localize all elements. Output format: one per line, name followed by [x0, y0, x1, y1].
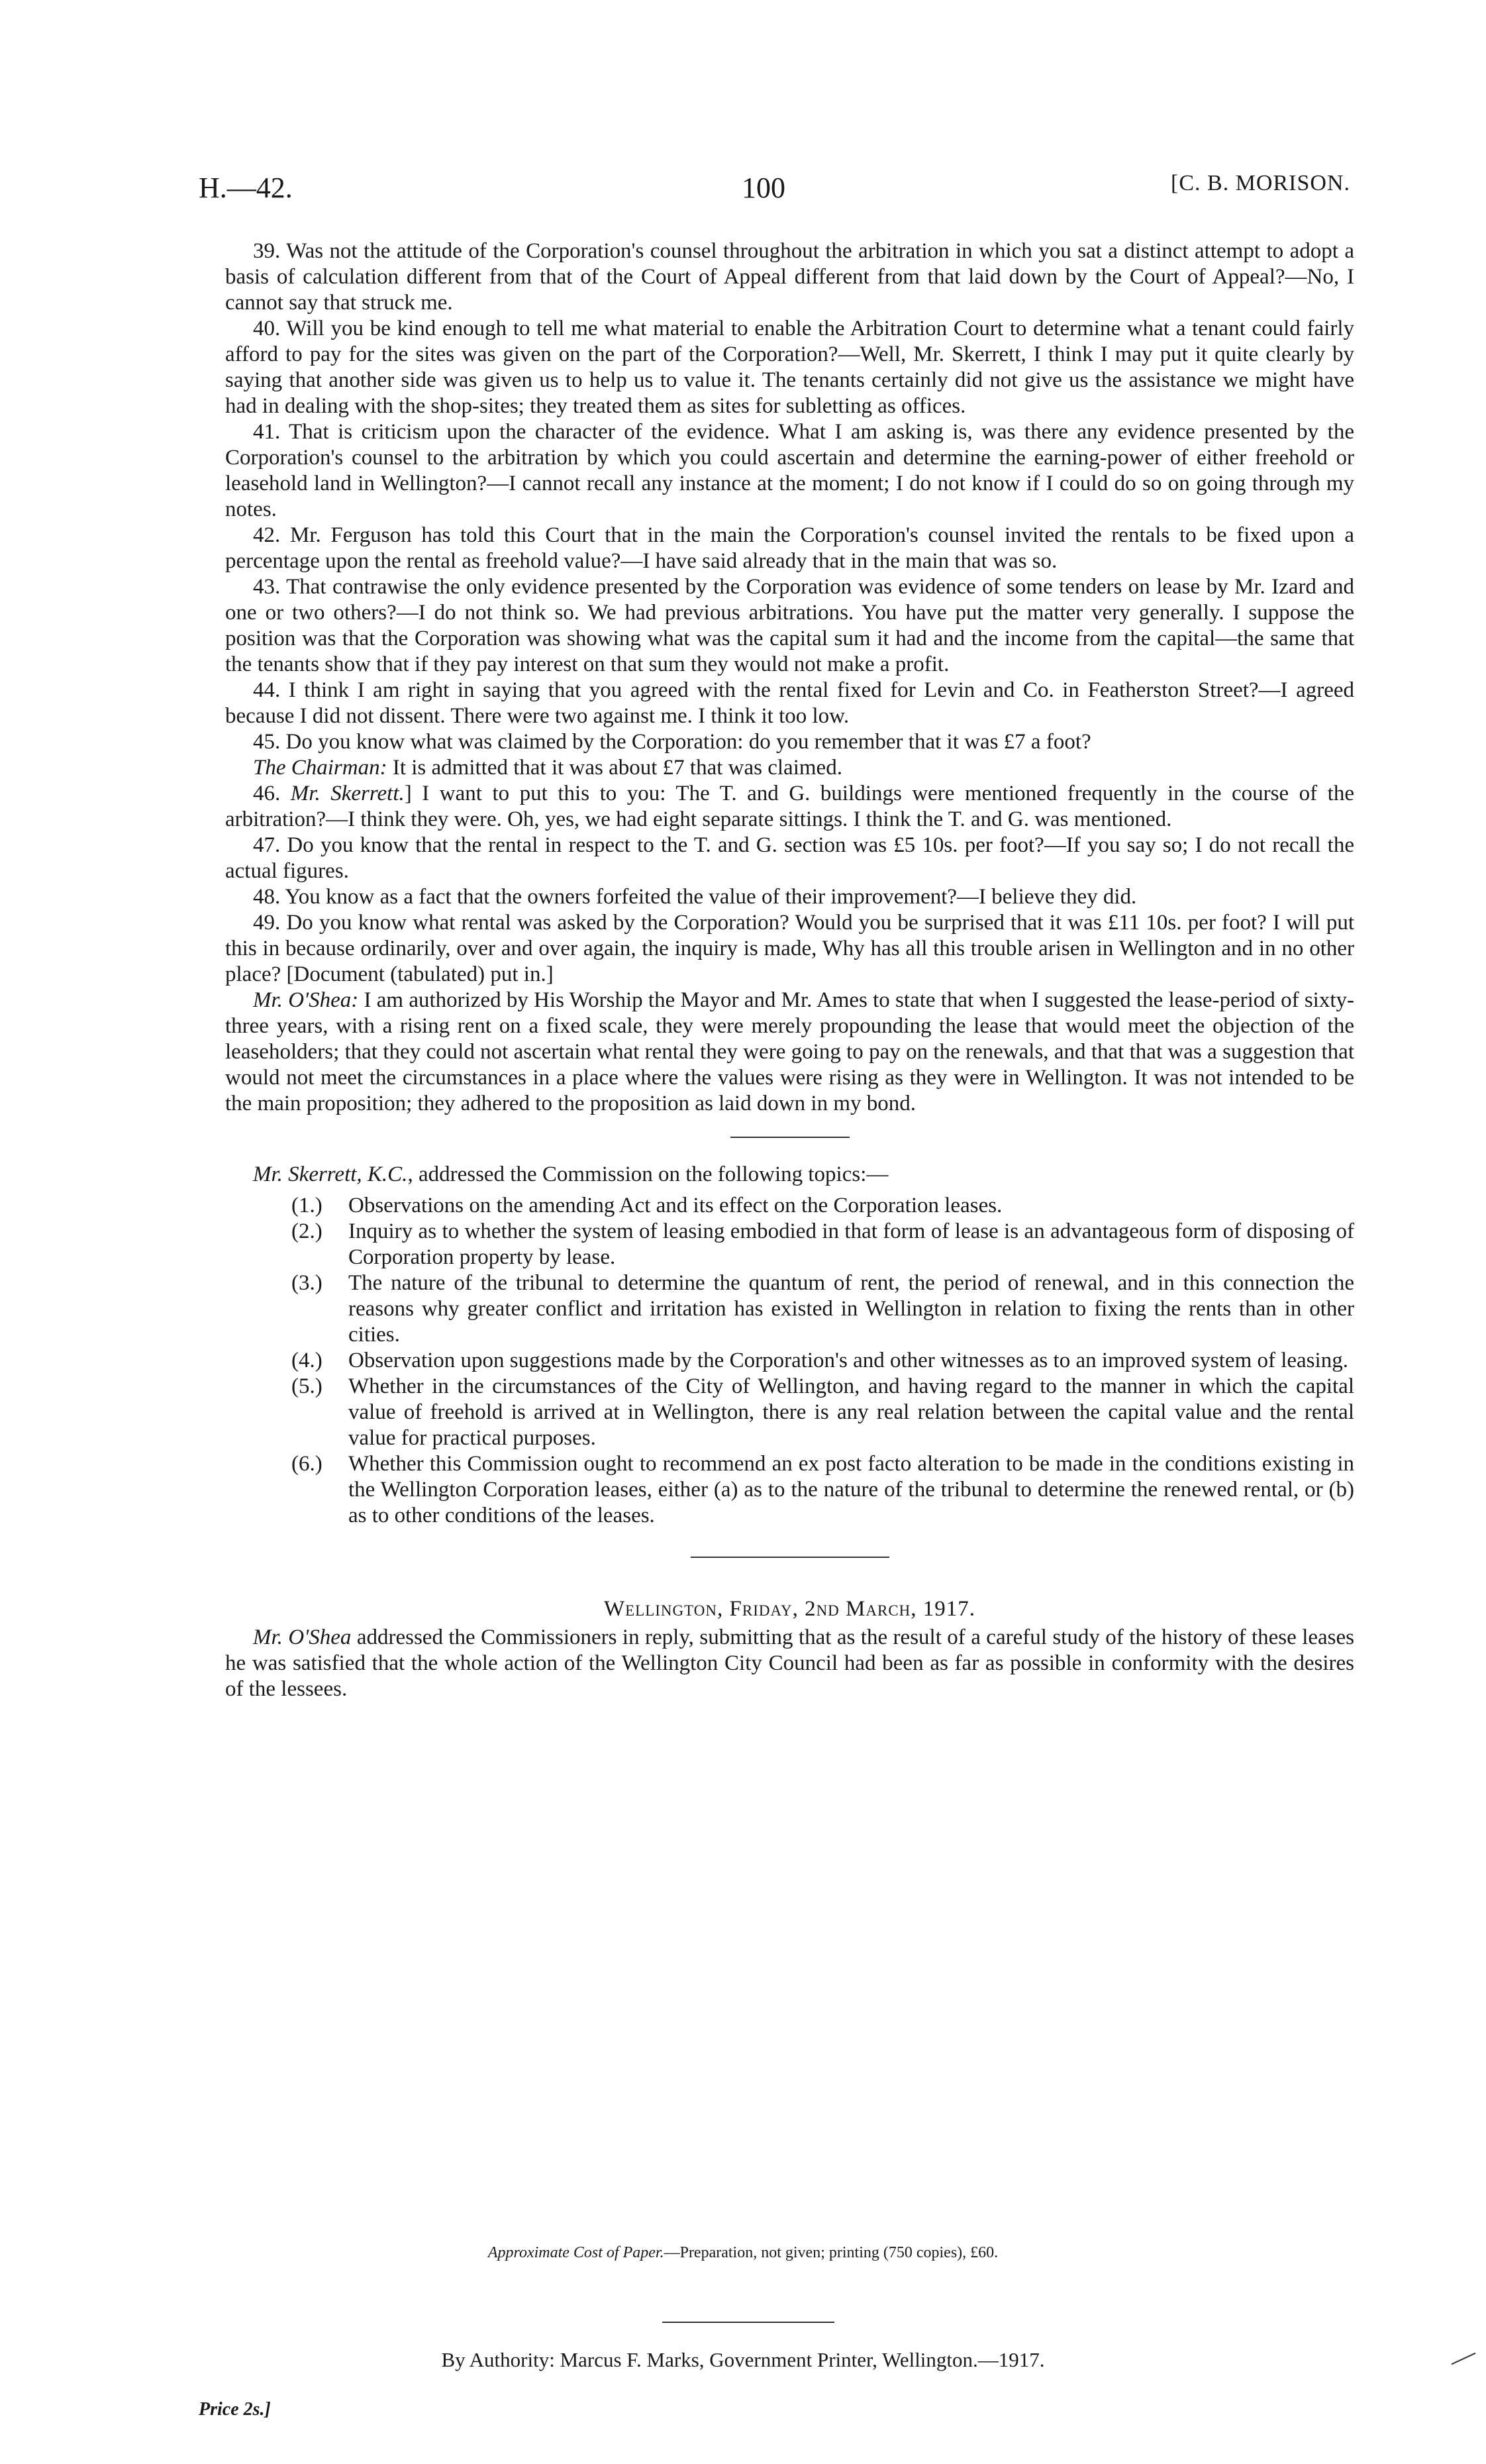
- skerrett-address: [225, 1162, 1354, 1188]
- topic-item: [291, 1451, 1354, 1529]
- question-39: 39. Was not the attitude of the Corporation's counsel throughout the arbitration in which you sat a distinct attempt to adopt a basis of calculation different from that of the Court of Appeal different from that laid down by the Court of Appeal?—No, I cannot say that struck me.: [225, 239, 1354, 315]
- question-46-text: ] I want to put this to you: The T. and G. buildings were mentioned frequently in the course of the arbitration?—I think they were. Oh, yes, we had eight separate sittings. I think the T. and G. was mentioned.: [225, 782, 1354, 831]
- question-41: 41. That is criticism upon the character of the evidence. What I am asking is, was there any evidence presented by the Corporation's counsel to the arbitration by which you could ascertain and determine the earning-power of either freehold or leasehold land in Wellington?—I cannot recall any instance at the moment; I do not know if I could do so on going through my notes.: [225, 420, 1354, 521]
- page-body: [225, 238, 1354, 1702]
- section-divider: [691, 1557, 889, 1558]
- speaker-oshea: Mr. O'Shea: [253, 1625, 352, 1649]
- question-46-number: 46.: [253, 782, 291, 805]
- topic-item: [291, 1193, 1354, 1219]
- topic-item: [291, 1374, 1354, 1451]
- question-44: 44. I think I am right in saying that you agreed with the rental fixed for Levin and Co. in Featherston Street?—I agreed because I did not dissent. There were two against me. I think it too low.: [225, 678, 1354, 728]
- oshea-text: I am authorized by His Worship the Mayor and Mr. Ames to state that when I suggested the lease-period of sixty-three years, with a rising rent on a fixed scale, they were merely propounding the lease that would meet the objection of the leaseholders; that they could not ascertain what rental they were going to pay on the renewals, and that that was a suggestion that would not meet the circumstances in a place where the values were rising as they were in Wellington. It was not intended to be the main proposition; they adhered to the proposition as laid down in my bond.: [225, 988, 1354, 1115]
- footer-divider: [662, 2322, 834, 2323]
- topic-number: (4.): [291, 1349, 322, 1372]
- topic-text: Whether in the circumstances of the City of Wellington, and having regard to the manner in which the capital value of freehold is arrived at in Wellington, there is any real relation between the capital value and the rental value for practical purposes.: [348, 1374, 1354, 1450]
- topic-item: [291, 1348, 1354, 1374]
- page-number: 100: [742, 172, 785, 204]
- chairman-text: It is admitted that it was about £7 that was claimed.: [387, 756, 842, 780]
- speaker-skerrett: Mr. Skerrett.: [290, 782, 405, 805]
- topic-text: Whether this Commission ought to recommend an ex post facto alteration to be made in the conditions existing in the Wellington Corporation leases, either (a) as to the nature of the tribunal to determine the renewed rental, or (b) as to other conditions of the leases.: [348, 1452, 1354, 1527]
- cost-label: Approximate Cost of Paper.: [487, 2244, 664, 2261]
- speaker-chairman: The Chairman:: [253, 756, 387, 780]
- topic-text: Observation upon suggestions made by the Corporation's and other witnesses as to an improved system of leasing.: [348, 1349, 1348, 1372]
- skerrett-address-text: , addressed the Commission on the following topics:—: [407, 1162, 889, 1186]
- topic-number: (5.): [291, 1374, 322, 1398]
- price: Price 2s.]: [199, 2399, 271, 2420]
- section-divider: [730, 1137, 850, 1138]
- page-header: [0, 171, 1486, 211]
- speaker-oshea: Mr. O'Shea:: [253, 988, 359, 1012]
- cost-note: [0, 2244, 1486, 2262]
- topics-list: [225, 1193, 1354, 1529]
- oshea-reply: [225, 1625, 1354, 1702]
- question-43: 43. That contrawise the only evidence presented by the Corporation was evidence of some tenders on lease by Mr. Izard and one or two others?—I do not think so. We had previous arbitrations. You have put the matter very generally. I suppose the position was that the Corporation was showing what was the capital sum it had and the income from the capital—the same that the tenants show that if they pay interest on that sum they would not make a profit.: [225, 575, 1354, 676]
- document-code: H.—42.: [199, 172, 293, 204]
- question-49: 49. Do you know what rental was asked by the Corporation? Would you be surprised that it was £11 10s. per foot? I will put this in because ordinarily, over and over again, the inquiry is made, Why has all this trouble arisen in Wellington and in no other place? [Document (tabulated) put in.]: [225, 911, 1354, 986]
- question-46: [225, 781, 1354, 833]
- cost-text: —Preparation, not given; printing (750 copies), £60.: [664, 2244, 999, 2261]
- oshea-statement: [225, 988, 1354, 1117]
- topic-item: [291, 1219, 1354, 1270]
- question-42: 42. Mr. Ferguson has told this Court that in the main the Corporation's counsel invited the rentals to be fixed upon a percentage upon the rental as freehold value?—I have said already that in the main that was so.: [225, 523, 1354, 573]
- topic-number: (2.): [291, 1219, 322, 1243]
- topic-text: Observations on the amending Act and its effect on the Corporation leases.: [348, 1194, 1003, 1217]
- printer-authority: By Authority: Marcus F. Marks, Government Printer, Wellington.—1917.: [441, 2348, 1045, 2371]
- dateline: Wellington, Friday, 2nd March, 1917.: [603, 1597, 976, 1621]
- topic-number: (1.): [291, 1194, 322, 1217]
- topic-text: The nature of the tribunal to determine the quantum of rent, the period of renewal, and in this connection the reasons why greater conflict and irritation has existed in Wellington in relation to fixing the rents than in other cities.: [348, 1271, 1354, 1347]
- chairman-remark: [225, 755, 1354, 781]
- question-48: 48. You know as a fact that the owners forfeited the value of their improvement?—I believe they did.: [253, 885, 1137, 909]
- question-40: 40. Will you be kind enough to tell me what material to enable the Arbitration Court to determine what a tenant could fairly afford to pay for the sites was given on the part of the Corporation?—Well, Mr. Skerrett, I think I may put it quite clearly by saying that another side was given us to help us to value it. The tenants certainly did not give us the assistance we might have had in dealing with the shop-sites; they treated them as sites for subletting as offices.: [225, 317, 1354, 418]
- oshea-reply-text: addressed the Commissioners in reply, submitting that as the result of a careful study of the history of these leases he was satisfied that the whole action of the Wellington City Council had been as far as possible in conformity with the desires of the lessees.: [225, 1625, 1354, 1701]
- question-45: 45. Do you know what was claimed by the Corporation: do you remember that it was £7 a foot?: [253, 730, 1091, 754]
- witness-name: [C. B. MORISON.: [1171, 171, 1350, 195]
- topic-number: (3.): [291, 1271, 322, 1295]
- topic-text: Inquiry as to whether the system of leasing embodied in that form of lease is an advantageous form of disposing of Corporation property by lease.: [348, 1219, 1354, 1269]
- topic-number: (6.): [291, 1452, 322, 1476]
- topic-item: [291, 1270, 1354, 1348]
- speaker-skerrett-kc: Mr. Skerrett, K.C.: [253, 1162, 408, 1186]
- question-47: 47. Do you know that the rental in respect to the T. and G. section was £5 10s. per foot?—If you say so; I do not recall the actual figures.: [225, 833, 1354, 883]
